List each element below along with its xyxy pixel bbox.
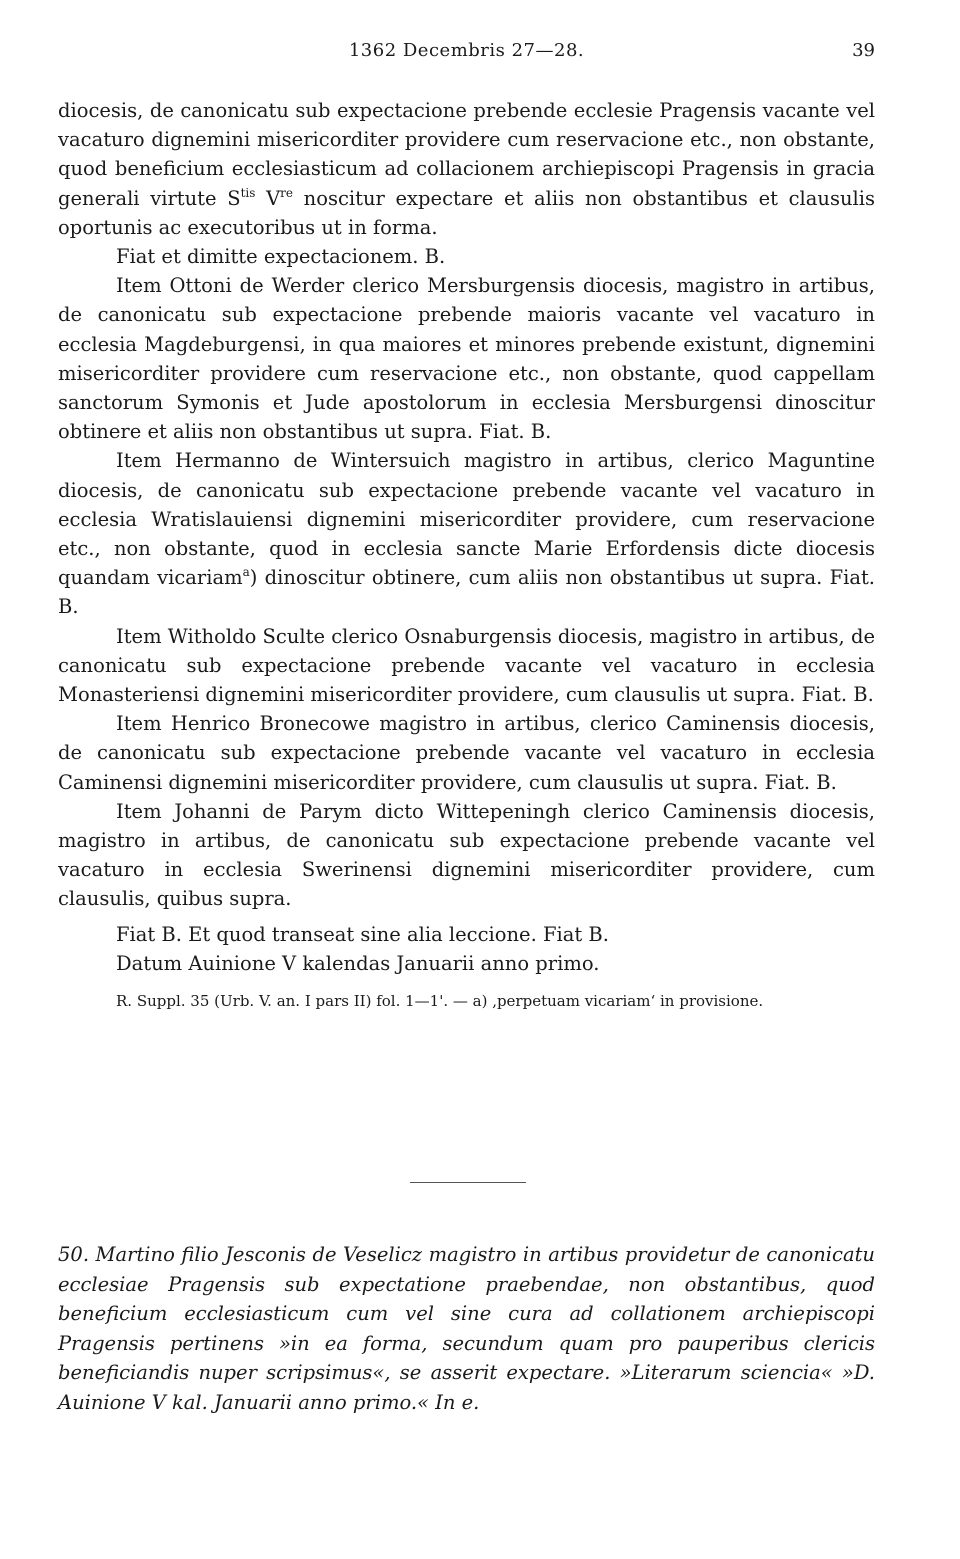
paragraph-item-hermanno: Item Hermanno de Wintersuich magistro in artibus, clerico Maguntine diocesis, de canonicatu sub expectacione prebende vacante vel vacaturo in ecclesia Wratislauiensi dignemini misericorditer providere, cum reservacione etc., non obstante, quod in ecclesia sancte Marie Erfordensis dicte diocesis quandam vicariam$^a$) dinoscitur obtinere, cum aliis non obstantibus ut supra. Fiat. B. [58,449,876,619]
document-body [58,96,875,1014]
section-separator-rule [410,1182,526,1183]
regest-number: 50. [58,1243,90,1266]
footnote: R. Suppl. 35 (Urb. V. an. I pars II) fol. 1—1'. — a) ‚perpetuam vicariam‘ in provisione. [116,992,764,1011]
paragraph-datum: Datum Auinione V kalendas Januarii anno primo. [116,951,600,975]
regest-entry [58,1240,875,1417]
regest-text: Martino filio Jesconis de Veselicz magistro in artibus providetur de canonicatu ecclesiae Pragensis sub expectatione praebendae, non obstantibus, quod beneficium ecclesiasticum cum vel sine cura ad collationem archiepiscopi Pragensis pertinens »in ea forma, secundum quam pro pauperibus clericis beneficiandis nuper scripsimus«, se asserit expectare. »Literarum sciencia« »D. Auinione V kal. Januarii anno primo.« In e. [58,1243,875,1414]
paragraph-item-henrico: Item Henrico Bronecowe magistro in artibus, clerico Caminensis diocesis, de canonicatu sub expectacione prebende vacante vel vacaturo in ecclesia Caminensi dignemini misericorditer providere, cum clausulis ut supra. Fiat. B. [58,712,875,794]
paragraph-item-ottoni: Item Ottoni de Werder clerico Mersburgensis diocesis, magistro in artibus, de canonicatu sub expectacione prebende maioris vacante vel vacaturo in ecclesia Magdeburgensi, in qua maiores et minores prebende existunt, dignemini misericorditer providere cum reservacione etc., non obstante, quod cappellam sanctorum Symonis et Jude apostolorum in ecclesia Mersburgensi dinoscitur obtinere et aliis non obstantibus ut supra. Fiat. B. [58,274,875,444]
paragraph-fiat-transeat: Fiat B. Et quod transeat sine alia leccione. Fiat B. [116,922,609,946]
paragraph-item-johanni: Item Johanni de Parym dicto Wittepeningh clerico Caminensis diocesis, magistro in artibus, de canonicatu sub expectacione prebende vacante vel vacaturo in ecclesia Swerinensi dignemini misericorditer providere, cum clausulis, quibus supra. [58,799,875,911]
superscript: tis [240,185,256,200]
running-head-title: 1362 Decembris 27—28. [348,40,585,61]
page-number: 39 [852,40,875,61]
paragraph-item-witholdo: Item Witholdo Sculte clerico Osnaburgensis diocesis, magistro in artibus, de canonicatu sub expectacione prebende vacante vel vacaturo in ecclesia Monasteriensi dignemini misericorditer providere, cum clausulis ut supra. Fiat. B. [58,624,875,707]
paragraph-continuation: diocesis, de canonicatu sub expectacione prebende ecclesie Pragensis vacante vel vacaturo dignemini misericorditer providere cum reservacione etc., non obstante, quod beneficium ecclesiasticum ad collacionem archiepiscopi Pragensis in gracia generali virtute $S^{tis}$ Vre noscitur expectare et aliis non obstantibus et clausulis oportunis ac executoribus ut in forma. [58,99,875,239]
paragraph-fiat: Fiat et dimitte expectacionem. B. [116,245,446,269]
running-head [58,40,875,70]
footnote-marker: a [242,565,250,580]
superscript: re [280,185,293,200]
document-page [58,0,875,1559]
